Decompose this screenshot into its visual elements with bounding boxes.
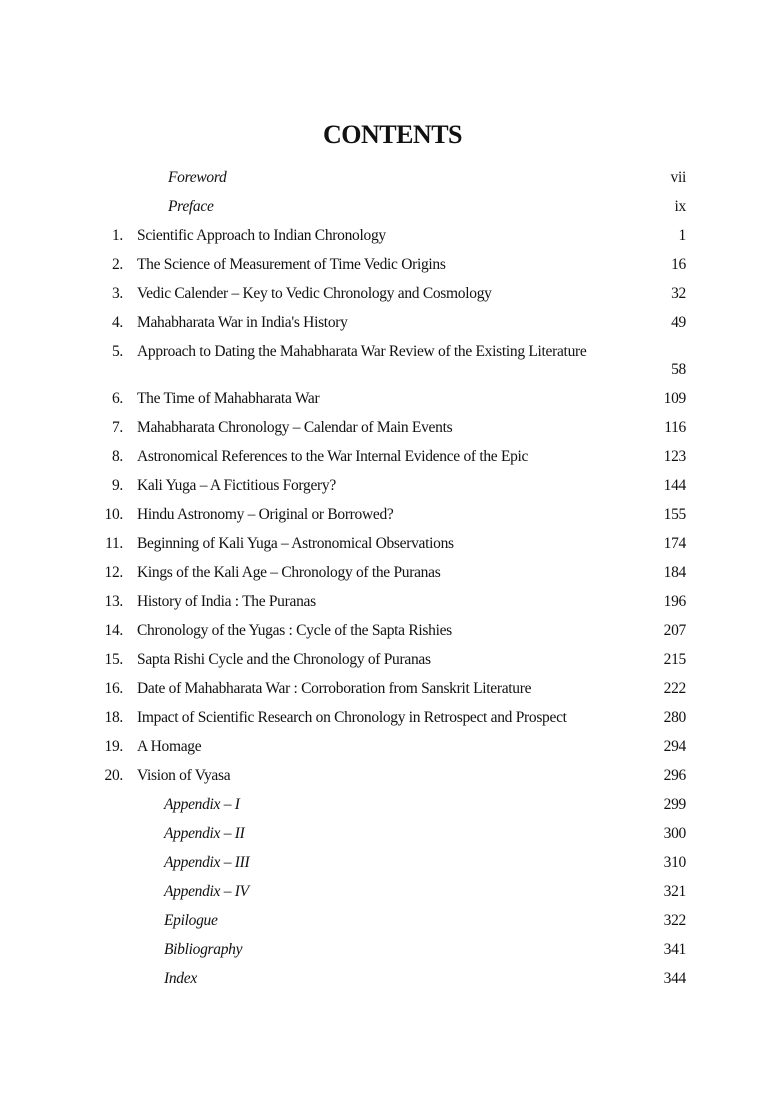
entry-page-number: 58	[671, 361, 686, 378]
entry-page-number: 310	[663, 854, 686, 871]
toc-entry[interactable]	[96, 471, 686, 500]
entry-page-number: 296	[663, 767, 686, 784]
entry-page-number: 184	[663, 564, 686, 581]
entry-page-number: 299	[663, 796, 686, 813]
entry-page-number: 344	[663, 970, 686, 987]
entry-number: 4.	[111, 314, 123, 331]
entry-title: Vision of Vyasa	[137, 767, 231, 784]
entry-number: 13.	[104, 593, 123, 610]
toc-entry[interactable]	[96, 732, 686, 761]
entry-page-number: 322	[663, 912, 686, 929]
entry-page-number: 280	[663, 709, 686, 726]
entry-title: Hindu Astronomy – Original or Borrowed?	[137, 506, 394, 523]
table-of-contents	[96, 163, 686, 993]
toc-entry[interactable]	[96, 192, 686, 221]
entry-number: 6.	[111, 390, 123, 407]
entry-page-number: 32	[671, 285, 686, 302]
entry-number: 2.	[111, 256, 123, 273]
entry-title: Astronomical References to the War Internal Evidence of the Epic	[137, 448, 529, 465]
entry-title: Vedic Calender – Key to Vedic Chronology and Cosmology	[137, 285, 492, 302]
toc-entry[interactable]	[96, 761, 686, 790]
entry-number: 3.	[111, 285, 123, 302]
entry-page-number: 196	[663, 593, 686, 610]
entry-title: A Homage	[137, 738, 202, 755]
toc-entry[interactable]	[96, 308, 686, 337]
entry-title: Appendix – IV	[164, 883, 249, 900]
entry-title: Approach to Dating the Mahabharata War Review of the Existing Literature	[137, 343, 587, 360]
entry-page-number: 294	[663, 738, 686, 755]
entry-number: 19.	[104, 738, 123, 755]
entry-title: Preface	[168, 198, 214, 215]
entry-number: 9.	[111, 477, 123, 494]
toc-entry[interactable]	[96, 413, 686, 442]
entry-title: Mahabharata Chronology – Calendar of Main Events	[137, 419, 453, 436]
entry-title: Index	[164, 970, 197, 987]
toc-entry[interactable]	[96, 221, 686, 250]
entry-page-number: 300	[663, 825, 686, 842]
toc-entry[interactable]	[96, 674, 686, 703]
entry-page-number: 49	[671, 314, 686, 331]
toc-entry[interactable]	[96, 587, 686, 616]
entry-number: 15.	[104, 651, 123, 668]
entry-page-number: 341	[663, 941, 686, 958]
entry-page-number: 123	[663, 448, 686, 465]
entry-title: Bibliography	[164, 941, 243, 958]
entry-title: Appendix – II	[164, 825, 245, 842]
entry-number: 16.	[104, 680, 123, 697]
toc-entry[interactable]	[96, 877, 686, 906]
toc-entry[interactable]	[96, 848, 686, 877]
page-title: CONTENTS	[322, 120, 463, 149]
entry-page-number: 174	[663, 535, 686, 552]
entry-number: 1.	[111, 227, 123, 244]
entry-number: 18.	[104, 709, 123, 726]
toc-entry[interactable]	[96, 279, 686, 308]
entry-number: 12.	[104, 564, 123, 581]
toc-entry[interactable]	[96, 790, 686, 819]
toc-entry[interactable]	[96, 442, 686, 471]
entry-number: 7.	[111, 419, 123, 436]
entry-title: History of India : The Puranas	[137, 593, 316, 610]
entry-title: Epilogue	[164, 912, 218, 929]
entry-page-number: 144	[663, 477, 686, 494]
entry-title: Chronology of the Yugas : Cycle of the Sapta Rishies	[137, 622, 452, 639]
toc-entry[interactable]	[96, 558, 686, 587]
entry-page-number: vii	[670, 169, 686, 186]
entry-number: 5.	[111, 343, 123, 360]
entry-title: Impact of Scientific Research on Chronology in Retrospect and Prospect	[137, 709, 567, 726]
entry-title: Beginning of Kali Yuga – Astronomical Observations	[137, 535, 454, 552]
entry-title: Kings of the Kali Age – Chronology of the Puranas	[137, 564, 441, 581]
toc-entry[interactable]	[96, 964, 686, 993]
entry-number: 14.	[104, 622, 123, 639]
toc-entry[interactable]	[96, 529, 686, 558]
entry-title: Appendix – III	[164, 854, 250, 871]
entry-title: Mahabharata War in India's History	[137, 314, 348, 331]
entry-page-number: 215	[663, 651, 686, 668]
toc-entry[interactable]	[96, 906, 686, 935]
entry-page-number: 16	[671, 256, 686, 273]
entry-title: The Science of Measurement of Time Vedic Origins	[137, 256, 446, 273]
toc-entry[interactable]	[96, 935, 686, 964]
toc-entry[interactable]	[96, 250, 686, 279]
entry-title: Date of Mahabharata War : Corroboration from Sanskrit Literature	[137, 680, 532, 697]
entry-page-number: 207	[663, 622, 686, 639]
entry-page-number: 155	[663, 506, 686, 523]
toc-entry[interactable]	[96, 337, 686, 384]
toc-entry[interactable]	[96, 616, 686, 645]
entry-title: The Time of Mahabharata War	[137, 390, 320, 407]
entry-title: Kali Yuga – A Fictitious Forgery?	[137, 477, 336, 494]
entry-title: Scientific Approach to Indian Chronology	[137, 227, 386, 244]
entry-number: 20.	[104, 767, 123, 784]
entry-number: 10.	[104, 506, 123, 523]
toc-entry[interactable]	[96, 645, 686, 674]
entry-page-number: 1	[678, 227, 686, 244]
entry-page-number: 222	[663, 680, 686, 697]
entry-title: Appendix – I	[164, 796, 240, 813]
entry-page-number: 116	[664, 419, 686, 436]
toc-entry[interactable]	[96, 500, 686, 529]
entry-number: 8.	[111, 448, 123, 465]
entry-page-number: ix	[674, 198, 686, 215]
toc-entry[interactable]	[96, 703, 686, 732]
toc-entry[interactable]	[96, 819, 686, 848]
toc-entry[interactable]	[96, 163, 686, 192]
entry-title: Sapta Rishi Cycle and the Chronology of Puranas	[137, 651, 431, 668]
entry-number: 11.	[105, 535, 123, 552]
entry-title: Foreword	[168, 169, 227, 186]
entry-page-number: 321	[663, 883, 686, 900]
entry-page-number: 109	[663, 390, 686, 407]
toc-entry[interactable]	[96, 384, 686, 413]
